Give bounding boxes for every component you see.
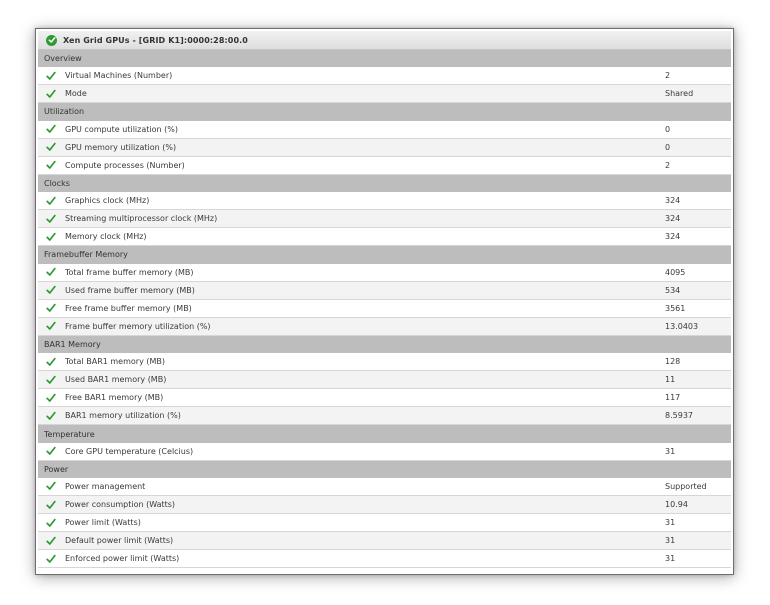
metric-value: 10.94 — [665, 500, 688, 510]
metric-value: Shared — [665, 89, 694, 99]
gpu-details-panel — [35, 28, 734, 575]
metric-value: 534 — [665, 285, 681, 295]
metric-row — [38, 550, 731, 568]
metric-row — [38, 496, 731, 514]
metric-name: Free BAR1 memory (MB) — [65, 393, 164, 403]
section-header: Utilization — [38, 103, 731, 120]
metric-value: Supported — [665, 481, 707, 491]
checkmark-icon — [46, 124, 56, 134]
metric-name: Default power limit (Watts) — [65, 536, 174, 546]
section-header: Overview — [38, 50, 731, 67]
metric-value: 31 — [665, 536, 676, 546]
metric-row — [38, 300, 731, 318]
metric-name: Power consumption (Watts) — [65, 500, 176, 510]
metric-value: 0 — [665, 124, 671, 134]
checkmark-icon — [46, 411, 56, 421]
metric-name: Free frame buffer memory (MB) — [65, 303, 192, 313]
metric-name: Used frame buffer memory (MB) — [65, 285, 195, 295]
checkmark-icon — [46, 89, 56, 99]
metric-row — [38, 228, 731, 246]
metric-row — [38, 67, 731, 85]
metric-value: 2 — [665, 160, 671, 170]
checkmark-icon — [46, 214, 56, 224]
section-header: BAR1 Memory — [38, 336, 731, 353]
checkmark-icon — [46, 536, 56, 546]
metric-value: 324 — [665, 232, 681, 242]
checkmark-icon — [46, 196, 56, 206]
metric-value: 128 — [665, 357, 681, 367]
checkmark-icon — [46, 481, 56, 491]
section-header: Temperature — [38, 425, 731, 442]
section-header: Clocks — [38, 175, 731, 192]
metric-value: 324 — [665, 196, 681, 206]
checkmark-icon — [46, 303, 56, 313]
metric-row — [38, 139, 731, 157]
metric-row — [38, 264, 731, 282]
metric-name: GPU memory utilization (%) — [65, 142, 177, 152]
checkmark-icon — [46, 71, 56, 81]
metric-value: 13.0403 — [665, 321, 699, 331]
metric-value: 3561 — [665, 303, 686, 313]
metric-row — [38, 282, 731, 300]
metric-row — [38, 514, 731, 532]
checkmark-icon — [46, 446, 56, 456]
metric-name: BAR1 memory utilization (%) — [65, 411, 181, 421]
metric-row — [38, 478, 731, 496]
metric-value: 0 — [665, 142, 671, 152]
metric-row — [38, 407, 731, 425]
metric-row — [38, 371, 731, 389]
metric-value: 324 — [665, 214, 681, 224]
panel-title: Xen Grid GPUs - [GRID K1]:0000:28:00.0 — [63, 35, 248, 45]
metric-row — [38, 353, 731, 371]
checkmark-icon — [46, 500, 56, 510]
checkmark-icon — [46, 232, 56, 242]
metric-name: Mode — [65, 89, 87, 99]
metric-row — [38, 210, 731, 228]
checkmark-icon — [46, 267, 56, 277]
metric-name: Used BAR1 memory (MB) — [65, 375, 167, 385]
checkmark-icon — [46, 518, 56, 528]
metric-row — [38, 318, 731, 336]
metric-name: Compute processes (Number) — [65, 160, 185, 170]
panel-header — [38, 31, 731, 50]
checkmark-icon — [46, 142, 56, 152]
metric-name: Streaming multiprocessor clock (MHz) — [65, 214, 218, 224]
metric-value: 31 — [665, 446, 676, 456]
checkmark-icon — [46, 285, 56, 295]
metric-value: 4095 — [665, 267, 686, 277]
metrics-table — [38, 50, 731, 568]
checkmark-icon — [46, 375, 56, 385]
metric-name: Power management — [65, 481, 146, 491]
metric-name: Graphics clock (MHz) — [65, 196, 150, 206]
metric-row — [38, 157, 731, 175]
metric-row — [38, 121, 731, 139]
checkmark-icon — [46, 393, 56, 403]
metric-value: 117 — [665, 393, 681, 403]
metric-name: Total BAR1 memory (MB) — [65, 357, 165, 367]
metric-name: GPU compute utilization (%) — [65, 124, 178, 134]
metric-row — [38, 389, 731, 407]
metric-value: 8.5937 — [665, 411, 693, 421]
checkmark-icon — [46, 321, 56, 331]
metric-row — [38, 85, 731, 103]
checkmark-icon — [46, 554, 56, 564]
metric-value: 31 — [665, 518, 676, 528]
metric-name: Frame buffer memory utilization (%) — [65, 321, 211, 331]
metric-name: Virtual Machines (Number) — [65, 71, 173, 81]
metric-name: Total frame buffer memory (MB) — [65, 267, 194, 277]
panel-content — [38, 31, 731, 574]
metric-name: Enforced power limit (Watts) — [65, 554, 180, 564]
section-header: Framebuffer Memory — [38, 246, 731, 263]
metric-row — [38, 192, 731, 210]
metric-value: 11 — [665, 375, 676, 385]
checkmark-icon — [46, 357, 56, 367]
section-header: Power — [38, 461, 731, 478]
status-ok-icon — [46, 35, 57, 46]
metric-name: Memory clock (MHz) — [65, 232, 147, 242]
metric-value: 2 — [665, 71, 671, 81]
metric-row — [38, 443, 731, 461]
metric-name: Power limit (Watts) — [65, 518, 141, 528]
metric-row — [38, 532, 731, 550]
metric-value: 31 — [665, 554, 676, 564]
metric-name: Core GPU temperature (Celcius) — [65, 446, 194, 456]
checkmark-icon — [46, 160, 56, 170]
